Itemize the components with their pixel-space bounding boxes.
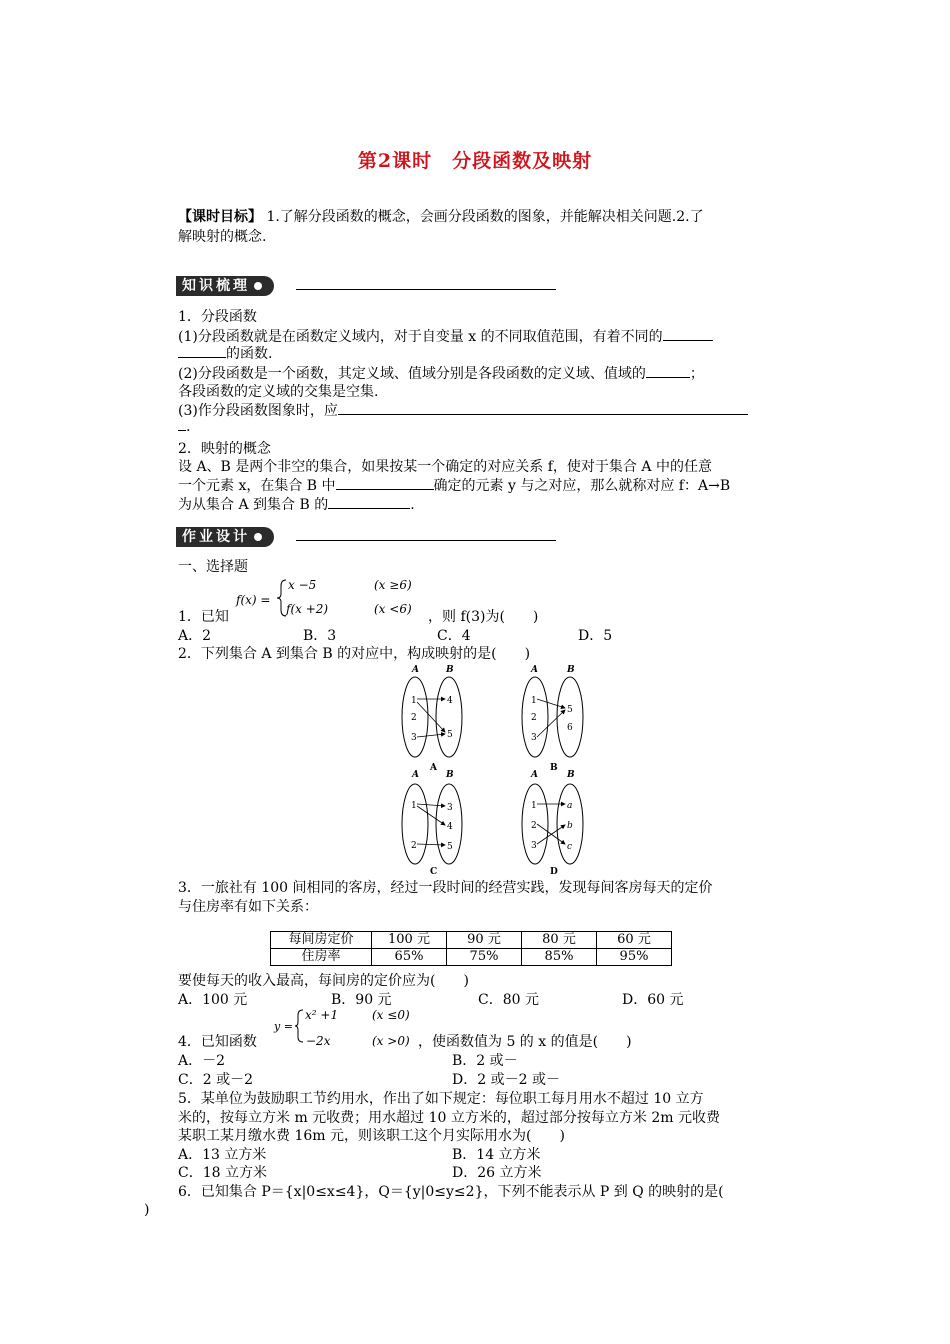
section-2-title: 2．映射的概念	[178, 441, 271, 457]
price-occupancy-table	[270, 931, 672, 966]
homework-banner: 作业设计	[176, 527, 556, 547]
table-row: 每间房定价 100 元 90 元 80 元 60 元	[271, 932, 672, 949]
q1-prefix: 1．已知	[178, 609, 229, 625]
q4-option-b: B．2 或－	[452, 1053, 518, 1069]
q4-prefix: 4．已知函数	[178, 1034, 257, 1050]
q1-suffix: ，则 f(3)为( )	[428, 609, 539, 625]
diagram-c	[402, 770, 462, 874]
q5-line-3: 某职工某月缴水费 16m 元，则该职工这个月实际用水为( )	[178, 1128, 565, 1144]
q4-suffix: ，使函数值为 5 的 x 的值是( )	[418, 1034, 632, 1050]
q5-option-a: A．13 立方米	[178, 1147, 267, 1163]
section-choice: 一、选择题	[178, 559, 248, 575]
q3-line-1: 3．一旅社有 100 间相同的客房，经过一段时间的经营实践，发现每间客房每天的定价	[178, 880, 713, 896]
svg-text:a: a	[567, 801, 573, 811]
s2-l3: 为从集合 A 到集合 B 的 .	[178, 497, 415, 513]
diagram-c-set-b-label: B	[446, 770, 454, 780]
q4-option-d: D．2 或－2 或－	[452, 1072, 560, 1088]
diagram-a-set-a-label: A	[412, 665, 419, 675]
svg-text:c: c	[567, 842, 573, 852]
goal-label: 【课时目标】	[178, 209, 262, 225]
svg-text:4: 4	[447, 822, 453, 832]
q5-option-b: B．14 立方米	[452, 1147, 541, 1163]
page-title: 第2课时 分段函数及映射	[357, 150, 593, 172]
diagram-d-set-a-label: A	[531, 770, 538, 780]
q4-case1-expr: x² +1	[305, 1008, 339, 1022]
diagram-b-set-a-label: A	[531, 665, 538, 675]
diagram-b-set-b-label: B	[567, 665, 575, 675]
q4-y-label: y =	[274, 1020, 293, 1033]
q3-line-2: 与住房率有如下关系：	[178, 899, 318, 915]
diagram-a-set-b-label: B	[446, 665, 454, 675]
svg-text:5: 5	[447, 842, 453, 852]
goal-line-2: 解映射的概念.	[178, 229, 267, 245]
q4-case1-cond: (x ≤0)	[372, 1008, 410, 1022]
diagram-c-set-a-label: A	[412, 770, 419, 780]
q3-option-b: B．90 元	[331, 992, 392, 1008]
s1-p3a: (3)作分段函数图象时，应	[178, 402, 748, 420]
diagram-d	[522, 770, 583, 874]
svg-text:3: 3	[531, 733, 537, 743]
diagram-b	[522, 665, 583, 773]
q3-line-3: 要使每天的收入最高，每间房的定价应为( )	[178, 973, 469, 989]
svg-text:6: 6	[567, 723, 573, 733]
q1-option-b: B．3	[303, 628, 337, 644]
svg-text:2: 2	[411, 841, 417, 851]
q5-option-d: D．26 立方米	[452, 1165, 542, 1181]
svg-text:3: 3	[531, 841, 537, 851]
svg-text:b: b	[567, 821, 573, 831]
svg-text:2: 2	[411, 713, 417, 723]
q4-option-a: A．－2	[178, 1053, 226, 1069]
diagram-a-caption: A	[430, 763, 437, 773]
svg-text:1: 1	[411, 696, 417, 706]
table-row: 住房率 65% 75% 85% 95%	[271, 949, 672, 966]
s1-p1b: 的函数.	[178, 345, 272, 363]
q3-option-c: C．80 元	[478, 992, 539, 1008]
section-1-title: 1．分段函数	[178, 309, 257, 325]
svg-text:1: 1	[531, 696, 537, 706]
q1-case1-expr: x −5	[288, 578, 317, 592]
q1-option-d: D．5	[578, 628, 613, 644]
s1-p2a: (2)分段函数是一个函数，其定义域、值域分别是各段函数的定义域、值域的 ；	[178, 366, 704, 382]
q1-case1-cond: (x ≥6)	[374, 578, 412, 592]
q3-option-a: A．100 元	[178, 992, 248, 1008]
svg-text:1: 1	[411, 801, 417, 811]
q6-line-2: )	[144, 1202, 150, 1218]
q1-case2-cond: (x <6)	[374, 602, 412, 616]
goal-line-1: 【课时目标】 1.了解分段函数的概念，会画分段函数的图象，并能解决相关问题.2.了	[178, 209, 704, 225]
s1-p1a: (1)分段函数就是在函数定义域内，对于自变量 x 的不同取值范围，有着不同的	[178, 328, 713, 346]
q1-option-c: C．4	[437, 628, 471, 644]
svg-text:3: 3	[411, 733, 417, 743]
diagram-a	[402, 665, 462, 773]
q6-line-1: 6．已知集合 P＝{x|0≤x≤4}，Q＝{y|0≤y≤2}，下列不能表示从 P 到 Q 的映射的是(	[178, 1184, 724, 1200]
svg-text:4: 4	[447, 696, 453, 706]
knowledge-banner: 知识梳理	[176, 276, 556, 296]
q1-case2-expr: f(x +2)	[286, 602, 329, 616]
s2-l2: 一个元素 x，在集合 B 中 确定的元素 y 与之对应，那么就称对应 f：A→B	[178, 478, 731, 494]
q4-option-c: C．2 或－2	[178, 1072, 253, 1088]
svg-text:3: 3	[447, 803, 453, 813]
svg-text:5: 5	[447, 730, 453, 740]
svg-text:1: 1	[531, 801, 537, 811]
diagram-c-caption: C	[430, 867, 438, 874]
svg-text:2: 2	[531, 821, 537, 831]
diagram-d-caption: D	[550, 867, 558, 874]
q4-case2-expr: −2x	[306, 1034, 331, 1048]
s1-p3b: .	[178, 418, 190, 436]
s1-p2b: 各段函数的定义域的交集是空集.	[178, 384, 379, 400]
q4-case2-cond: (x >0)	[372, 1034, 410, 1048]
diagram-d-set-b-label: B	[567, 770, 575, 780]
q5-line-1: 5．某单位为鼓励职工节约用水，作出了如下规定：每位职工每月用水不超过 10 立方	[178, 1091, 704, 1107]
q5-line-2: 米的，按每立方米 m 元收费；用水超过 10 立方米的，超过部分按每立方米 2m 元收费	[178, 1110, 720, 1126]
q2-stem: 2．下列集合 A 到集合 B 的对应中，构成映射的是( )	[178, 646, 531, 662]
diagram-b-caption: B	[550, 763, 558, 773]
q3-option-d: D．60 元	[622, 992, 684, 1008]
s2-l1: 设 A、B 是两个非空的集合，如果按某一个确定的对应关系 f，使对于集合 A 中的任意	[178, 459, 712, 475]
q2-mapping-diagrams	[395, 662, 595, 874]
q5-option-c: C．18 立方米	[178, 1165, 267, 1181]
q1-option-a: A．2	[178, 628, 212, 644]
svg-text:2: 2	[531, 713, 537, 723]
svg-text:5: 5	[567, 705, 573, 715]
q1-f-label: f(x) =	[236, 593, 271, 607]
